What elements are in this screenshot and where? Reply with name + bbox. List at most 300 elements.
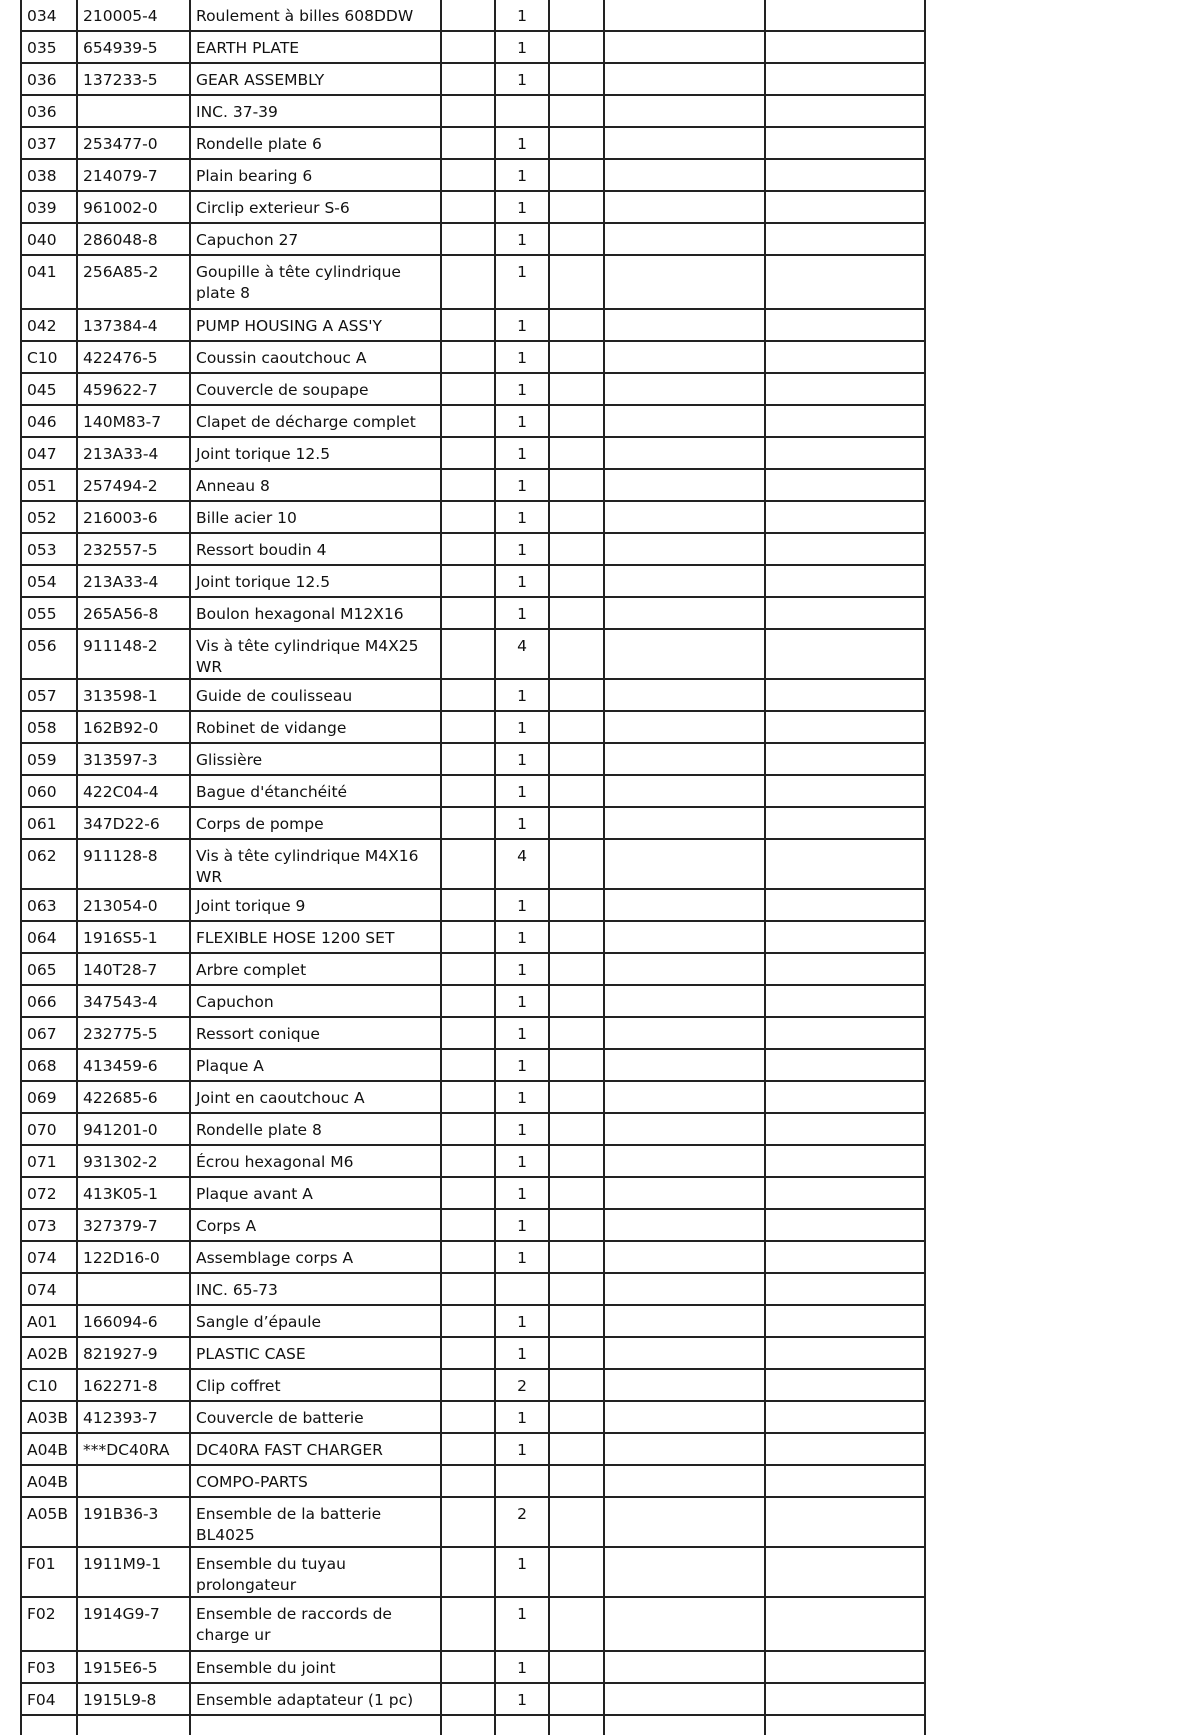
empty-text xyxy=(610,310,764,316)
empty-text xyxy=(555,1242,603,1248)
part-number-text: 214079-7 xyxy=(83,167,158,185)
quantity-cell xyxy=(495,807,549,839)
item-number-text: 059 xyxy=(27,751,57,769)
quantity-cell xyxy=(495,597,549,629)
description-text: Joint torique 12.5 xyxy=(196,445,331,463)
table-row xyxy=(21,437,925,469)
table-row xyxy=(21,1209,925,1241)
empty-cell xyxy=(604,1113,765,1145)
empty-cell xyxy=(549,953,604,985)
description-text: Glissière xyxy=(196,751,263,769)
part-number-text: 347543-4 xyxy=(83,993,158,1011)
part-number-cell xyxy=(77,1547,190,1597)
quantity-text: 1 xyxy=(517,1025,527,1043)
description-text: Bille acier 10 xyxy=(196,509,297,527)
empty-text xyxy=(555,64,603,70)
empty-text xyxy=(447,374,494,380)
description-text: Ensemble de la batterie BL4025 xyxy=(196,1505,382,1544)
empty-text xyxy=(610,534,764,540)
quantity-text: 1 xyxy=(517,687,527,705)
empty-cell xyxy=(765,309,925,341)
part-number-text: 327379-7 xyxy=(83,1217,158,1235)
empty-text xyxy=(771,598,924,604)
part-number-cell xyxy=(77,1433,190,1465)
empty-cell xyxy=(549,985,604,1017)
table-row xyxy=(21,95,925,127)
description-cell xyxy=(190,159,441,191)
empty-text xyxy=(771,1178,924,1184)
empty-cell xyxy=(549,597,604,629)
item-number-cell xyxy=(21,807,77,839)
empty-cell xyxy=(604,985,765,1017)
part-number-text xyxy=(83,1274,189,1280)
table-row xyxy=(21,839,925,889)
description-cell xyxy=(190,1273,441,1305)
empty-text xyxy=(610,1684,764,1690)
empty-cell xyxy=(604,223,765,255)
part-number-text: 413459-6 xyxy=(83,1057,158,1075)
quantity-text xyxy=(496,1466,548,1472)
item-number-text: 070 xyxy=(27,1121,57,1139)
empty-text xyxy=(555,808,603,814)
quantity-cell xyxy=(495,405,549,437)
empty-cell xyxy=(549,1683,604,1715)
part-number-text: 422685-6 xyxy=(83,1089,158,1107)
empty-text xyxy=(555,32,603,38)
empty-cell xyxy=(549,1547,604,1597)
quantity-cell xyxy=(495,63,549,95)
description-text: Couvercle de soupape xyxy=(196,381,369,399)
empty-text xyxy=(555,1548,603,1554)
part-number-text: ***DC40RA xyxy=(83,1441,170,1459)
part-number-cell xyxy=(77,889,190,921)
item-number-cell xyxy=(21,1241,77,1273)
empty-cell xyxy=(549,1177,604,1209)
description-cell xyxy=(190,1597,441,1651)
empty-text xyxy=(771,922,924,928)
description-cell xyxy=(190,1433,441,1465)
quantity-cell xyxy=(495,1049,549,1081)
quantity-cell xyxy=(495,985,549,1017)
empty-text xyxy=(610,406,764,412)
part-number-text: 166094-6 xyxy=(83,1313,158,1331)
empty-cell xyxy=(765,985,925,1017)
empty-text xyxy=(771,310,924,316)
empty-cell xyxy=(549,373,604,405)
empty-text xyxy=(555,922,603,928)
item-number-cell xyxy=(21,1465,77,1497)
empty-cell xyxy=(765,1241,925,1273)
empty-text xyxy=(447,192,494,198)
empty-cell xyxy=(441,1305,495,1337)
empty-cell xyxy=(604,1597,765,1651)
item-number-text: 065 xyxy=(27,961,57,979)
empty-text xyxy=(610,1274,764,1280)
description-text: Guide de coulisseau xyxy=(196,687,353,705)
quantity-cell xyxy=(495,373,549,405)
item-number-text: 039 xyxy=(27,199,57,217)
empty-cell xyxy=(549,159,604,191)
empty-cell xyxy=(549,1465,604,1497)
empty-text xyxy=(447,1242,494,1248)
empty-text xyxy=(610,502,764,508)
item-number-text: 041 xyxy=(27,263,57,281)
empty-text xyxy=(555,406,603,412)
empty-text xyxy=(771,374,924,380)
empty-cell xyxy=(604,95,765,127)
empty-text xyxy=(610,1114,764,1120)
empty-cell xyxy=(765,1465,925,1497)
description-cell xyxy=(190,95,441,127)
empty-text xyxy=(610,1306,764,1312)
empty-cell xyxy=(604,405,765,437)
empty-text xyxy=(610,1370,764,1376)
empty-text xyxy=(555,0,603,6)
empty-text xyxy=(771,630,924,636)
empty-text xyxy=(555,1306,603,1312)
description-text: Corps de pompe xyxy=(196,815,324,833)
part-number-cell xyxy=(77,501,190,533)
description-cell xyxy=(190,533,441,565)
empty-cell xyxy=(765,1113,925,1145)
item-number-text: 057 xyxy=(27,687,57,705)
empty-cell xyxy=(765,1305,925,1337)
empty-cell xyxy=(549,255,604,309)
empty-text xyxy=(555,1018,603,1024)
part-number-text: 253477-0 xyxy=(83,135,158,153)
empty-text xyxy=(447,256,494,262)
empty-text xyxy=(447,808,494,814)
quantity-text: 1 xyxy=(517,381,527,399)
item-number-text: 040 xyxy=(27,231,57,249)
description-cell xyxy=(190,775,441,807)
item-number-text: C10 xyxy=(27,349,58,367)
item-number-cell xyxy=(21,309,77,341)
quantity-text: 1 xyxy=(517,1605,527,1623)
part-number-text: 1914G9-7 xyxy=(83,1605,160,1623)
empty-text xyxy=(447,630,494,636)
empty-cell xyxy=(441,533,495,565)
item-number-text: 046 xyxy=(27,413,57,431)
empty-text xyxy=(555,374,603,380)
empty-cell xyxy=(549,1433,604,1465)
empty-text xyxy=(447,1466,494,1472)
table-row xyxy=(21,1337,925,1369)
empty-cell xyxy=(549,533,604,565)
quantity-cell xyxy=(495,889,549,921)
part-number-cell xyxy=(77,223,190,255)
empty-text xyxy=(610,566,764,572)
empty-cell xyxy=(765,223,925,255)
part-number-text: 911128-8 xyxy=(83,847,158,865)
empty-cell xyxy=(441,1651,495,1683)
item-number-text: 068 xyxy=(27,1057,57,1075)
quantity-text: 1 xyxy=(517,815,527,833)
part-number-cell xyxy=(77,95,190,127)
description-cell xyxy=(190,1209,441,1241)
description-cell xyxy=(190,127,441,159)
empty-cell xyxy=(441,889,495,921)
description-text: EARTH PLATE xyxy=(196,39,300,57)
item-number-text: F04 xyxy=(27,1691,56,1709)
empty-cell xyxy=(549,0,604,31)
item-number-cell xyxy=(21,1145,77,1177)
description-cell xyxy=(190,0,441,31)
part-number-text: 213054-0 xyxy=(83,897,158,915)
empty-cell xyxy=(765,775,925,807)
table-row xyxy=(21,1369,925,1401)
description-cell xyxy=(190,1337,441,1369)
quantity-cell xyxy=(495,309,549,341)
empty-text xyxy=(610,1652,764,1658)
item-number-cell xyxy=(21,743,77,775)
item-number-text: 047 xyxy=(27,445,57,463)
empty-text xyxy=(610,840,764,846)
part-number-cell xyxy=(77,921,190,953)
empty-text xyxy=(610,256,764,262)
quantity-cell xyxy=(495,565,549,597)
quantity-cell xyxy=(495,1465,549,1497)
part-number-cell xyxy=(77,743,190,775)
description-text: Rondelle plate 6 xyxy=(196,135,322,153)
empty-text xyxy=(555,598,603,604)
part-number-text: 961002-0 xyxy=(83,199,158,217)
empty-text xyxy=(555,1434,603,1440)
description-text: Goupille à tête cylindrique plate 8 xyxy=(196,263,401,302)
empty-text xyxy=(555,1082,603,1088)
empty-cell xyxy=(765,1547,925,1597)
part-number-cell xyxy=(77,1241,190,1273)
part-number-cell xyxy=(77,437,190,469)
item-number-text: 058 xyxy=(27,719,57,737)
item-number-cell xyxy=(21,1651,77,1683)
empty-text xyxy=(610,1082,764,1088)
empty-cell xyxy=(549,1049,604,1081)
table-row xyxy=(21,127,925,159)
empty-text xyxy=(610,96,764,102)
empty-cell xyxy=(441,1081,495,1113)
description-cell xyxy=(190,1547,441,1597)
empty-text xyxy=(771,1370,924,1376)
description-cell xyxy=(190,1017,441,1049)
empty-text xyxy=(771,224,924,230)
quantity-cell xyxy=(495,743,549,775)
empty-cell xyxy=(765,159,925,191)
empty-cell xyxy=(549,63,604,95)
quantity-text: 1 xyxy=(517,413,527,431)
part-number-cell xyxy=(77,1369,190,1401)
description-text: INC. 65-73 xyxy=(196,1281,278,1299)
item-number-cell xyxy=(21,1113,77,1145)
empty-cell xyxy=(604,309,765,341)
item-number-text: A05B xyxy=(27,1505,68,1523)
empty-cell xyxy=(549,1715,604,1735)
quantity-cell xyxy=(495,1209,549,1241)
description-cell xyxy=(190,191,441,223)
empty-text xyxy=(771,1274,924,1280)
empty-cell xyxy=(604,775,765,807)
empty-cell xyxy=(441,1683,495,1715)
quantity-text: 1 xyxy=(517,1555,527,1573)
empty-cell xyxy=(765,921,925,953)
quantity-cell xyxy=(495,1597,549,1651)
quantity-text: 1 xyxy=(517,1057,527,1075)
quantity-cell xyxy=(495,223,549,255)
description-cell xyxy=(190,985,441,1017)
item-number-text: A02B xyxy=(27,1345,68,1363)
empty-cell xyxy=(441,255,495,309)
empty-text xyxy=(555,1402,603,1408)
table-row xyxy=(21,1465,925,1497)
part-number-text: 122D16-0 xyxy=(83,1249,160,1267)
item-number-cell xyxy=(21,501,77,533)
empty-cell xyxy=(21,1715,77,1735)
empty-cell xyxy=(765,953,925,985)
description-cell xyxy=(190,1497,441,1547)
table-row xyxy=(21,63,925,95)
empty-text xyxy=(555,680,603,686)
table-row xyxy=(21,1017,925,1049)
empty-cell xyxy=(441,127,495,159)
empty-cell xyxy=(549,223,604,255)
empty-cell xyxy=(441,565,495,597)
description-cell xyxy=(190,255,441,309)
part-number-cell xyxy=(77,711,190,743)
empty-cell xyxy=(765,341,925,373)
part-number-text: 162271-8 xyxy=(83,1377,158,1395)
description-cell xyxy=(190,629,441,679)
table-row xyxy=(21,921,925,953)
table-row xyxy=(21,889,925,921)
empty-cell xyxy=(604,469,765,501)
item-number-text: 037 xyxy=(27,135,57,153)
part-number-text: 232557-5 xyxy=(83,541,158,559)
empty-cell xyxy=(549,405,604,437)
description-cell xyxy=(190,1145,441,1177)
empty-cell xyxy=(441,405,495,437)
part-number-cell xyxy=(77,1273,190,1305)
empty-text xyxy=(447,1082,494,1088)
quantity-text: 1 xyxy=(517,1313,527,1331)
table-row xyxy=(21,159,925,191)
empty-cell xyxy=(604,597,765,629)
part-number-cell xyxy=(77,1651,190,1683)
item-number-cell xyxy=(21,1401,77,1433)
quantity-text: 1 xyxy=(517,1409,527,1427)
empty-cell xyxy=(765,533,925,565)
table-row xyxy=(21,0,925,31)
table-row xyxy=(21,985,925,1017)
part-number-cell xyxy=(77,1497,190,1547)
description-text: Clapet de décharge complet xyxy=(196,413,416,431)
empty-text xyxy=(447,1050,494,1056)
empty-text xyxy=(555,310,603,316)
empty-text xyxy=(610,64,764,70)
empty-cell xyxy=(549,501,604,533)
empty-text xyxy=(771,1684,924,1690)
empty-text xyxy=(771,1082,924,1088)
empty-text xyxy=(610,374,764,380)
empty-cell xyxy=(549,1369,604,1401)
item-number-cell xyxy=(21,255,77,309)
quantity-cell xyxy=(495,921,549,953)
part-number-text: 347D22-6 xyxy=(83,815,160,833)
empty-cell xyxy=(604,1177,765,1209)
part-number-text: 931302-2 xyxy=(83,1153,158,1171)
table-row xyxy=(21,1177,925,1209)
description-cell xyxy=(190,679,441,711)
table-row xyxy=(21,309,925,341)
part-number-text: 256A85-2 xyxy=(83,263,159,281)
empty-cell xyxy=(549,711,604,743)
item-number-cell xyxy=(21,159,77,191)
empty-text xyxy=(555,1178,603,1184)
empty-text xyxy=(610,986,764,992)
empty-text xyxy=(771,406,924,412)
empty-cell xyxy=(765,565,925,597)
empty-cell xyxy=(604,921,765,953)
description-cell xyxy=(190,437,441,469)
description-cell xyxy=(190,373,441,405)
empty-cell xyxy=(441,63,495,95)
empty-text xyxy=(610,1498,764,1504)
description-text: Roulement à billes 608DDW xyxy=(196,7,414,25)
quantity-text: 1 xyxy=(517,445,527,463)
empty-cell xyxy=(765,1433,925,1465)
empty-cell xyxy=(441,839,495,889)
empty-cell xyxy=(441,1113,495,1145)
item-number-text: C10 xyxy=(27,1377,58,1395)
empty-text xyxy=(555,1598,603,1604)
part-number-cell xyxy=(77,1597,190,1651)
quantity-text: 4 xyxy=(517,637,527,655)
empty-text xyxy=(771,566,924,572)
part-number-cell xyxy=(77,341,190,373)
empty-text xyxy=(555,1498,603,1504)
empty-cell xyxy=(604,31,765,63)
description-text: Vis à tête cylindrique M4X25 WR xyxy=(196,637,419,676)
empty-cell xyxy=(441,1597,495,1651)
part-number-cell xyxy=(77,191,190,223)
description-cell xyxy=(190,1049,441,1081)
item-number-text: 071 xyxy=(27,1153,57,1171)
empty-cell xyxy=(441,597,495,629)
item-number-cell xyxy=(21,341,77,373)
part-number-cell xyxy=(77,1209,190,1241)
empty-text xyxy=(610,1548,764,1554)
item-number-cell xyxy=(21,1433,77,1465)
description-cell xyxy=(190,63,441,95)
empty-text xyxy=(555,1050,603,1056)
description-cell xyxy=(190,501,441,533)
empty-text xyxy=(771,438,924,444)
item-number-cell xyxy=(21,1337,77,1369)
empty-text xyxy=(447,680,494,686)
empty-cell xyxy=(604,1369,765,1401)
empty-cell xyxy=(549,839,604,889)
part-number-text: 941201-0 xyxy=(83,1121,158,1139)
description-text: Capuchon xyxy=(196,993,274,1011)
quantity-text: 1 xyxy=(517,1691,527,1709)
empty-text xyxy=(771,1548,924,1554)
item-number-text: 051 xyxy=(27,477,57,495)
empty-text xyxy=(771,1652,924,1658)
empty-text xyxy=(555,566,603,572)
description-text: Ensemble du tuyau prolongateur xyxy=(196,1555,346,1594)
quantity-cell xyxy=(495,775,549,807)
item-number-text: 053 xyxy=(27,541,57,559)
empty-cell xyxy=(549,31,604,63)
